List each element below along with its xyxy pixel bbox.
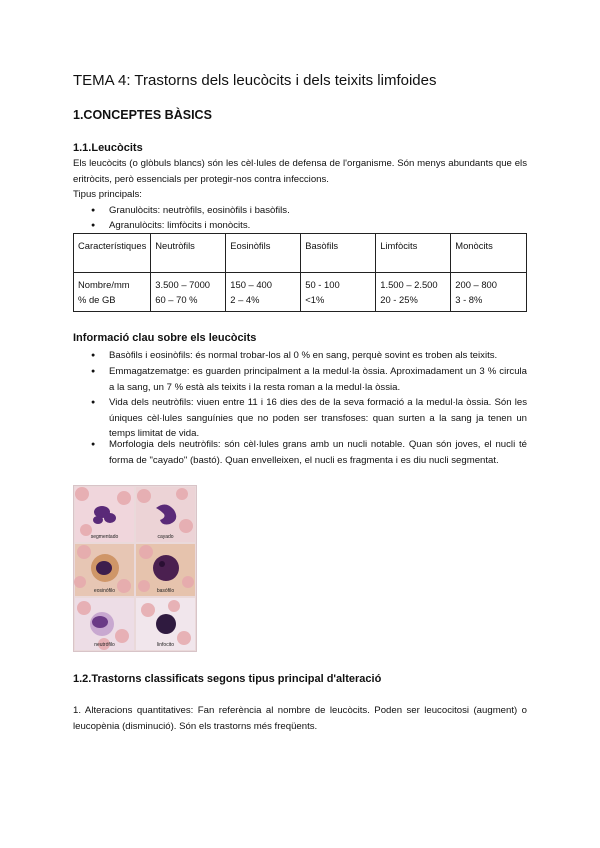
table-header-cell: Limfòcits <box>376 234 451 273</box>
key-info-item: ● Vida dels neutròfils: viuen entre 11 i 16 dies des de la seva formació a la medul·la òssia. Són les úniques cèl·lules sanguínies que no poden ser transfoses: quan surten a la sang ja tenen un temps limitat de vida. <box>109 395 527 442</box>
image-label: segmentado <box>90 534 119 540</box>
table-cell: 3.500 – 7000 60 – 70 % <box>151 273 226 312</box>
key-info-item: ● Morfologia dels neutròfils: són cèl·lules grans amb un nucli notable. Quan són joves, el nucli té forma de "cayado" (bastó). Quan envelleixen, el nucli es fragmenta i es diu nucli segmentat. <box>109 437 527 468</box>
table-cell: 150 – 400 2 – 4% <box>226 273 301 312</box>
image-label: cayado <box>157 534 174 540</box>
table-row <box>74 273 527 312</box>
table-cell: 1.500 – 2.500 20 - 25% <box>376 273 451 312</box>
table-header-row <box>74 234 527 273</box>
key-info-heading: Informació clau sobre els leucòcits <box>73 332 257 344</box>
leucocits-paragraph: Els leucòcits (o glòbuls blancs) són les cèl·lules de defensa de l'organisme. Són menys abundants que els eritròcits, però essencials per protegir-nos contra infeccions. <box>73 158 527 185</box>
types-item: ● Granulòcits: neutròfils, eosinòfils i basòfils. <box>109 203 519 219</box>
table-header-cell: Característiques <box>74 234 151 273</box>
table-header-cell: Neutròfils <box>151 234 226 273</box>
image-label: basófilo <box>156 588 175 594</box>
image-label: linfocito <box>157 642 174 648</box>
table-cell: Nombre/mm % de GB <box>74 273 151 312</box>
types-intro: Tipus principals: <box>73 189 142 200</box>
leucocyte-micrograph-image <box>73 485 197 652</box>
table-cell: 50 - 100 <1% <box>301 273 376 312</box>
page-title: TEMA 4: Trastorns dels leucòcits i dels teixits limfoides <box>73 72 437 89</box>
subsection-heading-trastorns: 1.2.Trastorns classificats segons tipus principal d'alteració <box>73 673 382 685</box>
table-header-cell: Monòcits <box>451 234 527 273</box>
types-item: ● Agranulòcits: limfòcits i monòcits. <box>109 218 519 234</box>
table-header-cell: Basòfils <box>301 234 376 273</box>
micrograph-svg <box>74 486 196 651</box>
section-heading-conceptes: 1.CONCEPTES BÀSICS <box>73 108 212 122</box>
table-header-cell: Eosinòfils <box>226 234 301 273</box>
key-info-item: ● Emmagatzematge: es guarden principalment a la medul·la òssia. Aproximadament un 3 % circula a la sang, un 7 % està als teixits i la resta roman a la medul·la òssia. <box>109 364 527 395</box>
image-label: eosinófilo <box>93 588 116 594</box>
subsection-heading-leucocits: 1.1.Leucòcits <box>73 142 143 154</box>
trastorns-paragraph: 1. Alteracions quantitatives: Fan referència al nombre de leucòcits. Poden ser leucocitosi (augment) o leucopènia (disminució). Són els trastorns més freqüents. <box>73 705 527 732</box>
leucocyte-table <box>73 233 527 312</box>
table-cell: 200 – 800 3 - 8% <box>451 273 527 312</box>
image-label: neutrófilo <box>94 642 115 648</box>
key-info-item: ● Basòfils i eosinòfils: és normal trobar-los al 0 % en sang, perquè sovint es troben als teixits. <box>109 348 527 364</box>
